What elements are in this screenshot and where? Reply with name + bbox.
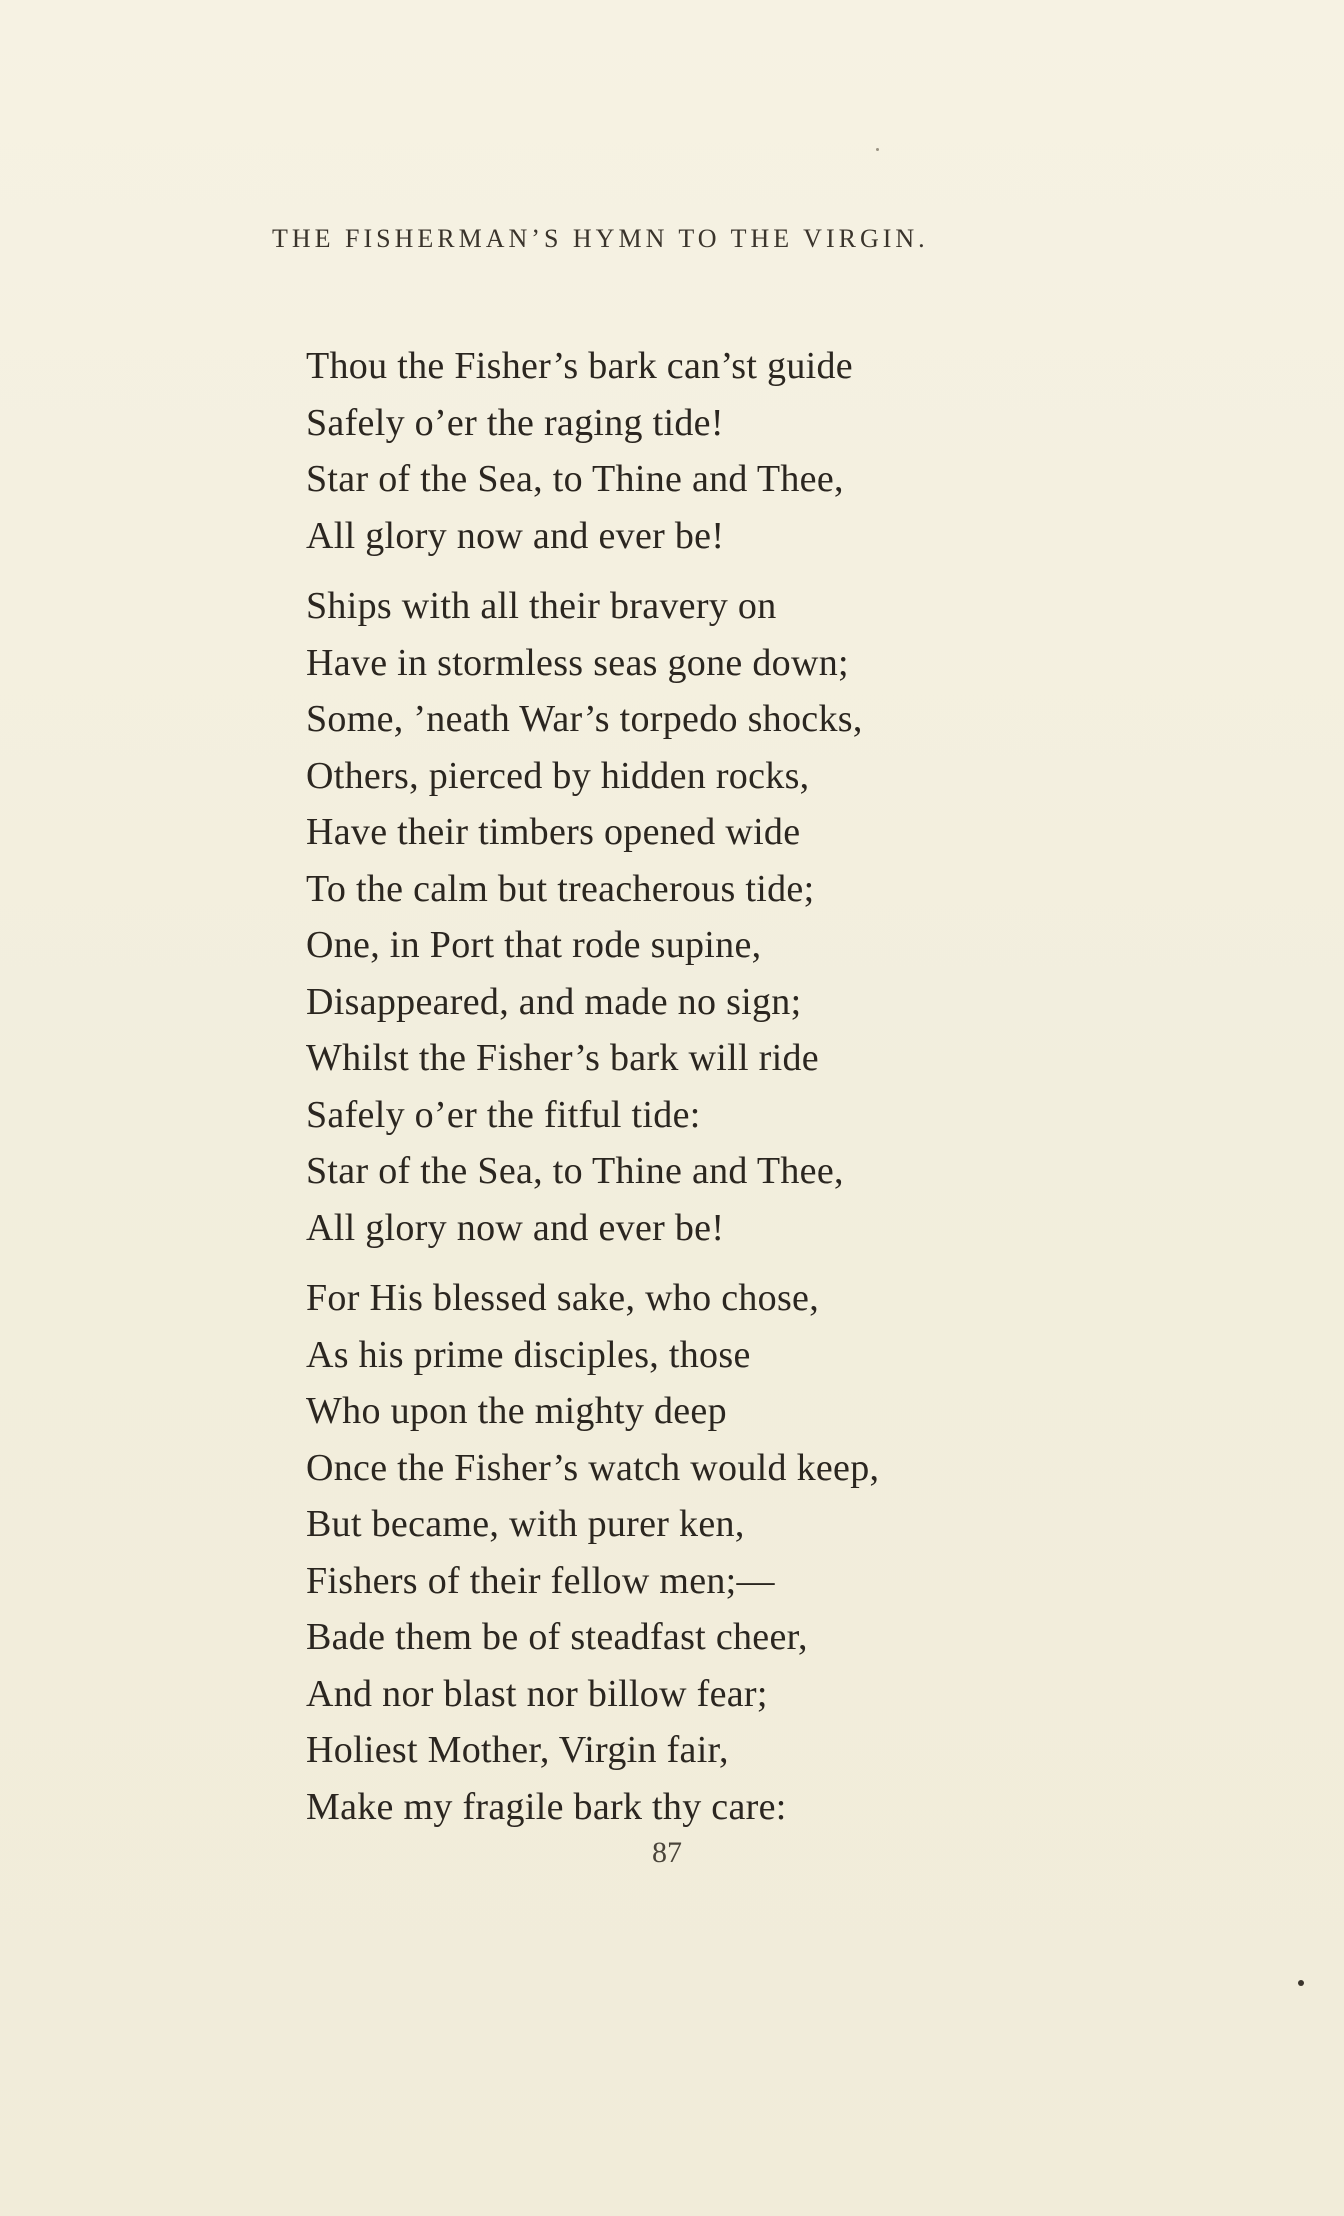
poem-line: Ships with all their bravery on bbox=[306, 585, 777, 627]
poem-line: Some, ’neath War’s torpedo shocks, bbox=[306, 698, 863, 740]
stanza-2 bbox=[306, 578, 1066, 1256]
poem-line: Whilst the Fisher’s bark will ride bbox=[306, 1037, 819, 1079]
stanza-3 bbox=[306, 1270, 1066, 1835]
poem-line: Thou the Fisher’s bark can’st guide bbox=[306, 345, 853, 387]
poem-line: Have their timbers opened wide bbox=[306, 811, 801, 853]
poem-line: Safely o’er the fitful tide: bbox=[306, 1093, 701, 1136]
poem-line: Who upon the mighty deep bbox=[306, 1390, 727, 1432]
poem-line: Fishers of their fellow men;— bbox=[306, 1559, 775, 1602]
poem-line: All glory now and ever be! bbox=[306, 514, 725, 557]
poem-line: Once the Fisher’s watch would keep, bbox=[306, 1446, 880, 1489]
poem-line: But became, with purer ken, bbox=[306, 1503, 745, 1545]
poem-line: Make my fragile bark thy care: bbox=[306, 1785, 787, 1828]
poem-line: And nor blast nor billow fear; bbox=[306, 1672, 768, 1715]
poem-line: Star of the Sea, to Thine and Thee, bbox=[306, 1150, 844, 1192]
poem-line: Safely o’er the raging tide! bbox=[306, 401, 724, 444]
poem-line: To the calm but treacherous tide; bbox=[306, 867, 815, 910]
stanza-1 bbox=[306, 338, 1066, 564]
poem-line: Holiest Mother, Virgin fair, bbox=[306, 1729, 729, 1771]
poem-line: One, in Port that rode supine, bbox=[306, 924, 762, 966]
ink-speck bbox=[876, 148, 879, 151]
poem-line: For His blessed sake, who chose, bbox=[306, 1277, 820, 1319]
poem-line: Have in stormless seas gone down; bbox=[306, 641, 849, 684]
poem-line: Star of the Sea, to Thine and Thee, bbox=[306, 458, 844, 500]
poem-line: As his prime disciples, those bbox=[306, 1333, 751, 1376]
poem-line: Others, pierced by hidden rocks, bbox=[306, 754, 810, 797]
ink-speck bbox=[1298, 1980, 1304, 1986]
running-head: THE FISHERMAN’S HYMN TO THE VIRGIN. bbox=[272, 224, 929, 253]
poem-line: Disappeared, and made no sign; bbox=[306, 980, 802, 1023]
page-number: 87 bbox=[652, 1836, 682, 1869]
poem-body bbox=[306, 338, 1066, 1849]
poem-line: Bade them be of steadfast cheer, bbox=[306, 1616, 808, 1658]
poem-line: All glory now and ever be! bbox=[306, 1206, 725, 1249]
